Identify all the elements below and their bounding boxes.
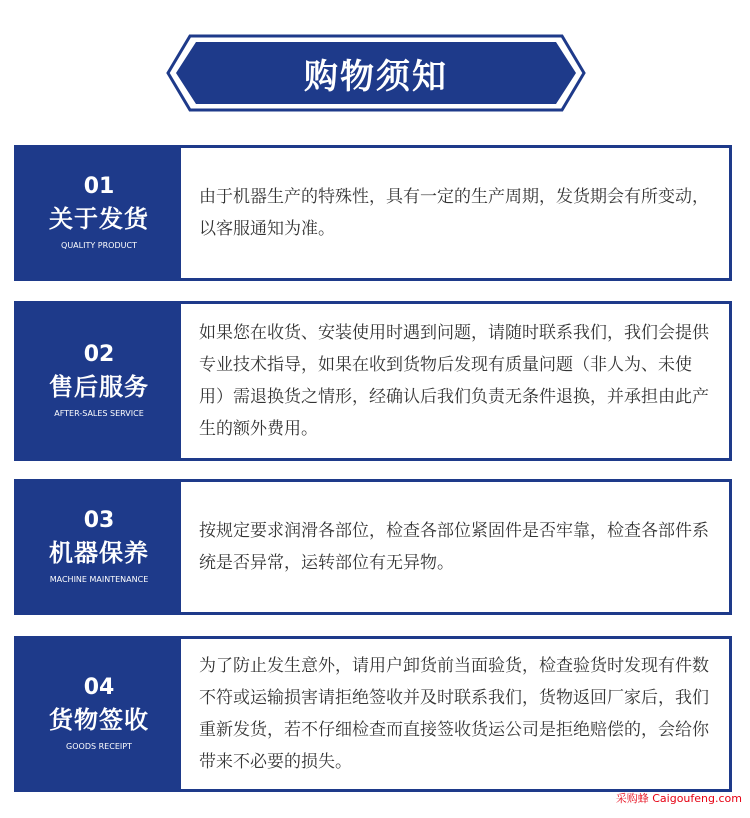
card-number: 03 [83,508,115,533]
notice-card-shipping [14,145,732,281]
card-text: 如果您在收货、安装使用时遇到问题，请随时联系我们，我们会提供专业技术指导，如果在收到货物后发现有质量问题（非人为、未使用）需退换货之情形，经确认后我们负责无条件退换，并承担由此产生的额外费用。 [199,323,709,439]
notice-card-receipt [14,636,732,792]
card-label [17,639,181,789]
card-title: 货物签收 [49,706,149,734]
card-label [17,482,181,612]
notice-card-after-sales [14,301,732,461]
card-text: 为了防止发生意外，请用户卸货前当面验货，检查验货时发现有件数不符或运输损害请拒绝签收并及时联系我们，货物返回厂家后，我们重新发货，若不仔细检查而直接签收货运公司是拒绝赔偿的，会给你带来不必要的损失。 [199,656,709,772]
card-subtitle: MACHINE MAINTENANCE [49,575,149,584]
card-subtitle: QUALITY PRODUCT [61,241,137,250]
card-label [17,148,181,278]
page-title: 购物须知 [304,56,448,97]
notice-card-maintenance [14,479,732,615]
watermark: 采购蜂 Caigoufeng.com [615,792,742,805]
card-text: 按规定要求润滑各部位，检查各部位紧固件是否牢靠，检查各部件系统是否异常，运转部位有无异物。 [199,521,709,573]
card-label [17,304,181,458]
card-text: 由于机器生产的特殊性，具有一定的生产周期，发货期会有所变动，以客服通知为准。 [199,187,709,239]
card-subtitle: AFTER-SALES SERVICE [54,409,144,418]
card-number: 01 [83,174,115,199]
card-title: 机器保养 [49,539,149,567]
card-subtitle: GOODS RECEIPT [66,742,132,751]
card-title: 关于发货 [49,205,149,233]
card-number: 04 [83,675,115,700]
card-title: 售后服务 [49,373,149,401]
card-number: 02 [83,342,115,367]
header-banner [166,34,586,112]
